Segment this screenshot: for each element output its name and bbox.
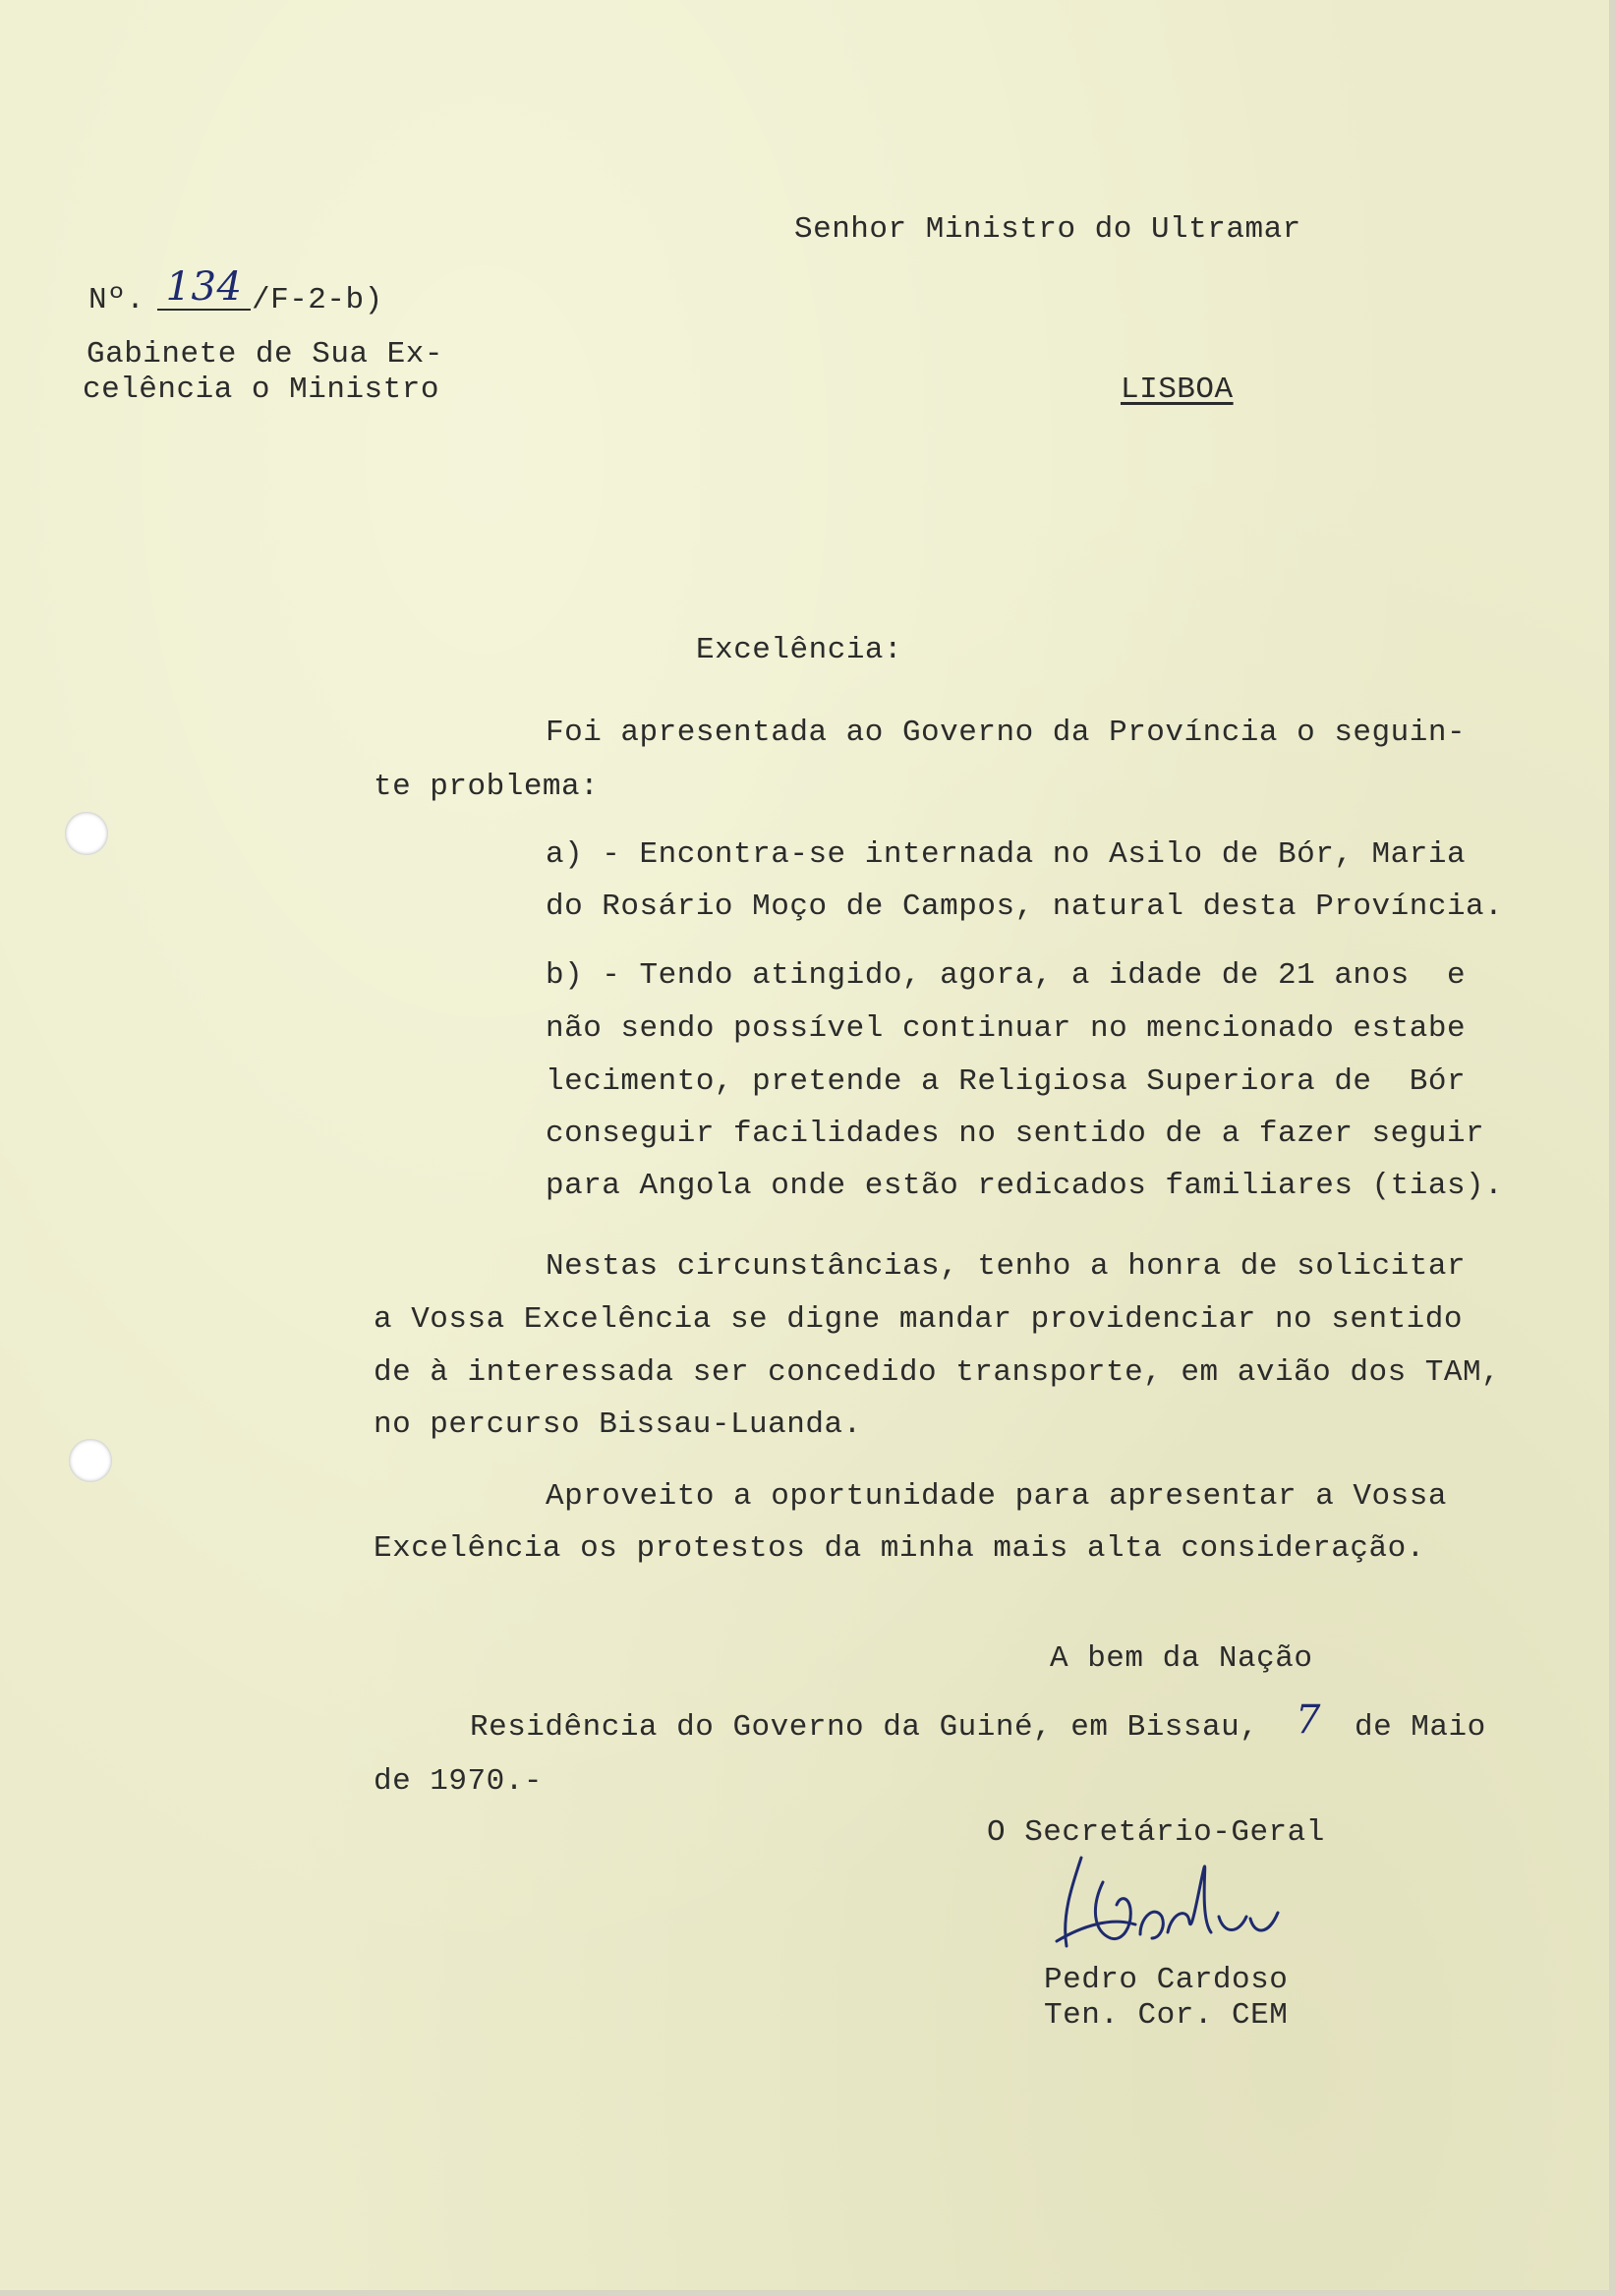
item-b-line-5: para Angola onde estão redicados familiares (tias).: [546, 1169, 1504, 1203]
item-b-line-1: b) - Tendo atingido, agora, a idade de 21 anos e: [546, 958, 1467, 993]
signatory-rank: Ten. Cor. CEM: [1044, 1998, 1289, 2033]
paragraph-2-line-1: Nestas circunstâncias, tenho a honra de solicitar: [546, 1249, 1467, 1284]
item-b-line-3: lecimento, pretende a Religiosa Superiora de Bór: [546, 1064, 1467, 1099]
paragraph-1-line-2: te problema:: [374, 770, 600, 804]
punch-hole-top: [65, 812, 108, 855]
reference-prefix: Nº.: [88, 283, 145, 317]
item-a-line-2: do Rosário Moço de Campos, natural desta Província.: [546, 890, 1504, 924]
item-b-line-2: não sendo possível continuar no mencionado estabe: [546, 1011, 1467, 1046]
paragraph-1-line-1: Foi apresentada ao Governo da Província o seguin-: [546, 716, 1467, 750]
motto: A bem da Nação: [1050, 1641, 1313, 1676]
page-edge-right: [1609, 0, 1615, 2296]
office-line-1: Gabinete de Sua Ex-: [87, 337, 443, 372]
addressee: Senhor Ministro do Ultramar: [794, 212, 1301, 247]
office-line-2: celência o Ministro: [83, 373, 439, 407]
paragraph-3-line-1: Aproveito a oportunidade para apresentar a Vossa: [546, 1479, 1447, 1514]
paragraph-2-line-3: de à interessada ser concedido transporte, em avião dos TAM,: [374, 1355, 1501, 1390]
paragraph-3-line-2: Excelência os protestos da minha mais alta consideração.: [374, 1531, 1425, 1566]
signatory-title: O Secretário-Geral: [987, 1815, 1325, 1850]
signatory-name: Pedro Cardoso: [1044, 1963, 1289, 1997]
reference-number: 134: [157, 267, 251, 311]
item-b-line-4: conseguir facilidades no sentido de a fazer seguir: [546, 1117, 1485, 1151]
city: LISBOA: [1121, 373, 1234, 407]
date-line-1-a: Residência do Governo da Guiné, em Bissau,: [470, 1710, 1259, 1745]
date-line-1-b: de Maio: [1355, 1710, 1486, 1745]
punch-hole-bottom: [69, 1439, 112, 1482]
reference-suffix: /F-2-b): [252, 283, 383, 317]
signature: [1042, 1848, 1298, 1966]
salutation: Excelência:: [696, 633, 903, 667]
paragraph-2-line-2: a Vossa Excelência se digne mandar providenciar no sentido: [374, 1302, 1463, 1337]
page-edge-bottom: [0, 2290, 1615, 2296]
item-a-line-1: a) - Encontra-se internada no Asilo de Bór, Maria: [546, 837, 1467, 872]
paragraph-2-line-4: no percurso Bissau-Luanda.: [374, 1407, 862, 1442]
date-line-2: de 1970.-: [374, 1764, 543, 1799]
date-day-handwritten: 7: [1296, 1697, 1321, 1743]
